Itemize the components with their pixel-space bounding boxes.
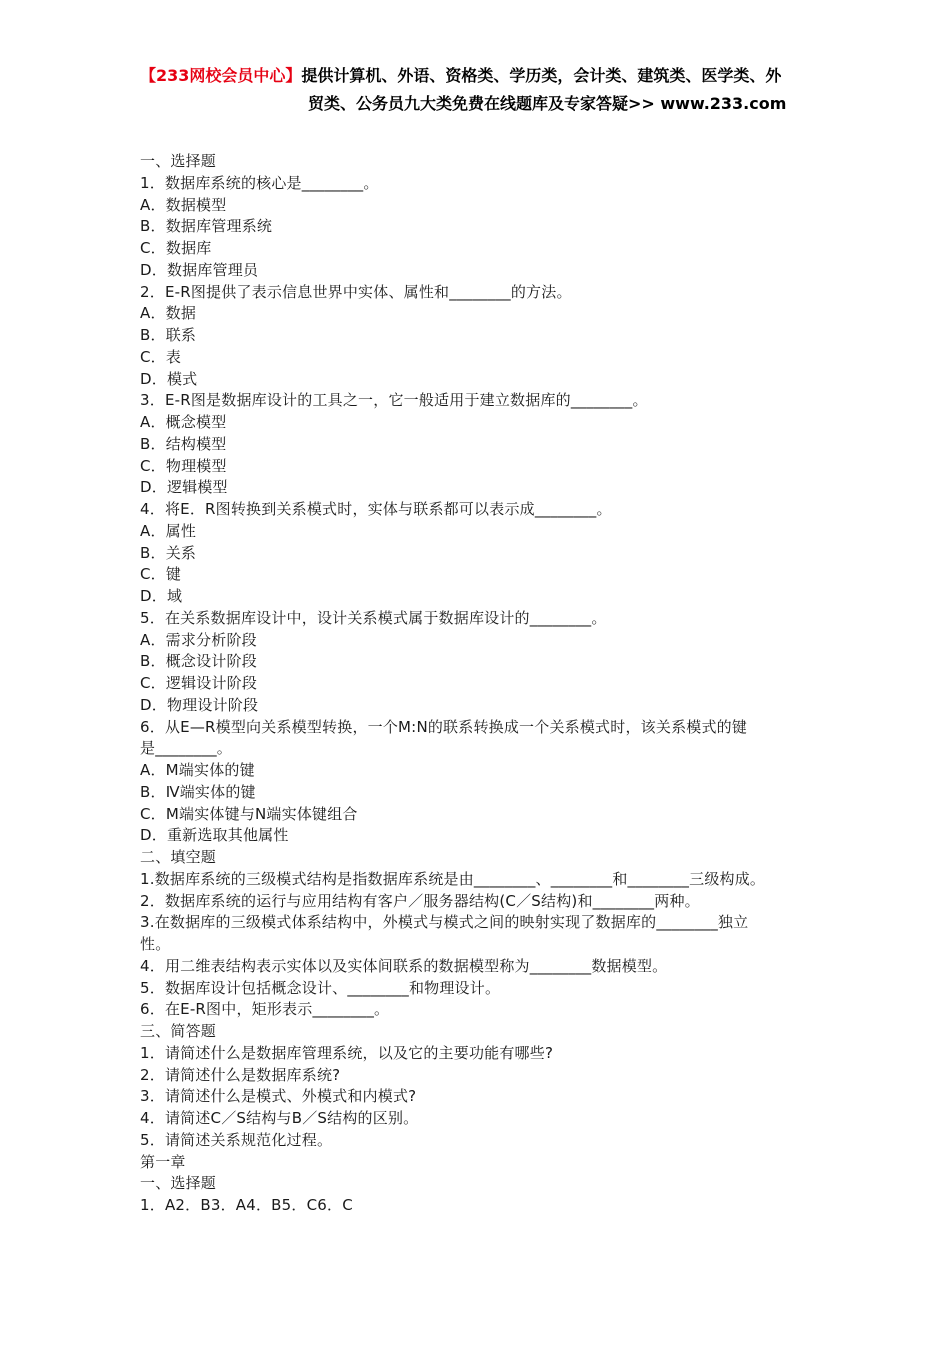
- section-heading: 三、简答题: [140, 1022, 217, 1040]
- question-continuation: 是________。: [140, 739, 233, 758]
- option: B．Ⅳ端实体的键: [140, 782, 256, 801]
- option: A．数据模型: [140, 195, 227, 214]
- question-continuation: 性。: [140, 935, 171, 953]
- header-line-2[interactable]: 贸类、公务员九大类免费在线题库及专家答疑>> www.233.com: [308, 94, 787, 113]
- option: A．M端实体的键: [140, 761, 255, 779]
- question: 6．在E-R图中，矩形表示________。: [140, 1000, 390, 1019]
- question: 2．E-R图提供了表示信息世界中实体、属性和________的方法。: [140, 282, 572, 301]
- question: 6．从E—R模型向关系模型转换，一个M:N的联系转换成一个关系模式时，该关系模式的键: [140, 717, 748, 736]
- question: 2．数据库系统的运行与应用结构有客户／服务器结构(C／S结构)和________两种。: [140, 891, 700, 910]
- question: 4．将E．R图转换到关系模式时，实体与联系都可以表示成________。: [140, 500, 612, 518]
- section-heading: 一、选择题: [140, 152, 217, 170]
- question: 1.数据库系统的三级模式结构是指数据库系统是由________、________和________三级构成。: [140, 869, 766, 888]
- header-text-1: 提供计算机、外语、资格类、学历类，会计类、建筑类、医学类、外: [301, 66, 782, 85]
- brand-name[interactable]: 【233网校会员中心】: [140, 66, 302, 85]
- chapter-heading: 第一章: [140, 1152, 186, 1171]
- question: 5．请简述关系规范化过程。: [140, 1130, 333, 1149]
- option: D．逻辑模型: [140, 478, 228, 497]
- option: A．需求分析阶段: [140, 630, 257, 649]
- option: C．键: [140, 565, 182, 584]
- section-heading: 一、选择题: [140, 1174, 217, 1193]
- question: 4．用二维表结构表示实体以及实体间联系的数据模型称为________数据模型。: [140, 956, 668, 975]
- option: C．表: [140, 347, 182, 366]
- option: B．数据库管理系统: [140, 217, 273, 236]
- option: C．M端实体键与N端实体键组合: [140, 804, 358, 823]
- option: D．数据库管理员: [140, 260, 259, 279]
- question: 2．请简述什么是数据库系统?: [140, 1065, 341, 1084]
- option: D．重新选取其他属性: [140, 826, 289, 845]
- header-line-1: [140, 62, 781, 90]
- option: C．逻辑设计阶段: [140, 674, 258, 692]
- question: 3．请简述什么是模式、外模式和内模式?: [140, 1087, 417, 1106]
- option: B．概念设计阶段: [140, 652, 257, 671]
- option: A．属性: [140, 521, 197, 540]
- question: 1．请简述什么是数据库管理系统，以及它的主要功能有哪些?: [140, 1043, 554, 1062]
- question: 3.在数据库的三级模式体系结构中，外模式与模式之间的映射实现了数据库的________独立: [140, 913, 749, 932]
- option: A．数据: [140, 304, 197, 323]
- question: 1．数据库系统的核心是________。: [140, 173, 379, 192]
- option: A．概念模型: [140, 413, 227, 431]
- option: C．物理模型: [140, 456, 227, 475]
- option: B．结构模型: [140, 434, 227, 453]
- option: D．物理设计阶段: [140, 695, 259, 714]
- section-heading: 二、填空题: [140, 848, 217, 866]
- option: C．数据库: [140, 239, 212, 257]
- question: 3．E-R图是数据库设计的工具之一，它一般适用于建立数据库的________。: [140, 391, 648, 410]
- option: B．联系: [140, 326, 197, 344]
- option: B．关系: [140, 543, 197, 562]
- question: 5．数据库设计包括概念设计、________和物理设计。: [140, 978, 501, 997]
- document-body: [140, 151, 815, 1217]
- question: 5．在关系数据库设计中，设计关系模式属于数据库设计的________。: [140, 608, 607, 627]
- option: D．模式: [140, 369, 198, 388]
- answer-key: 1．A2．B3．A4．B5．C6．C: [140, 1196, 353, 1214]
- question: 4．请简述C／S结构与B／S结构的区别。: [140, 1109, 419, 1127]
- option: D．域: [140, 587, 183, 605]
